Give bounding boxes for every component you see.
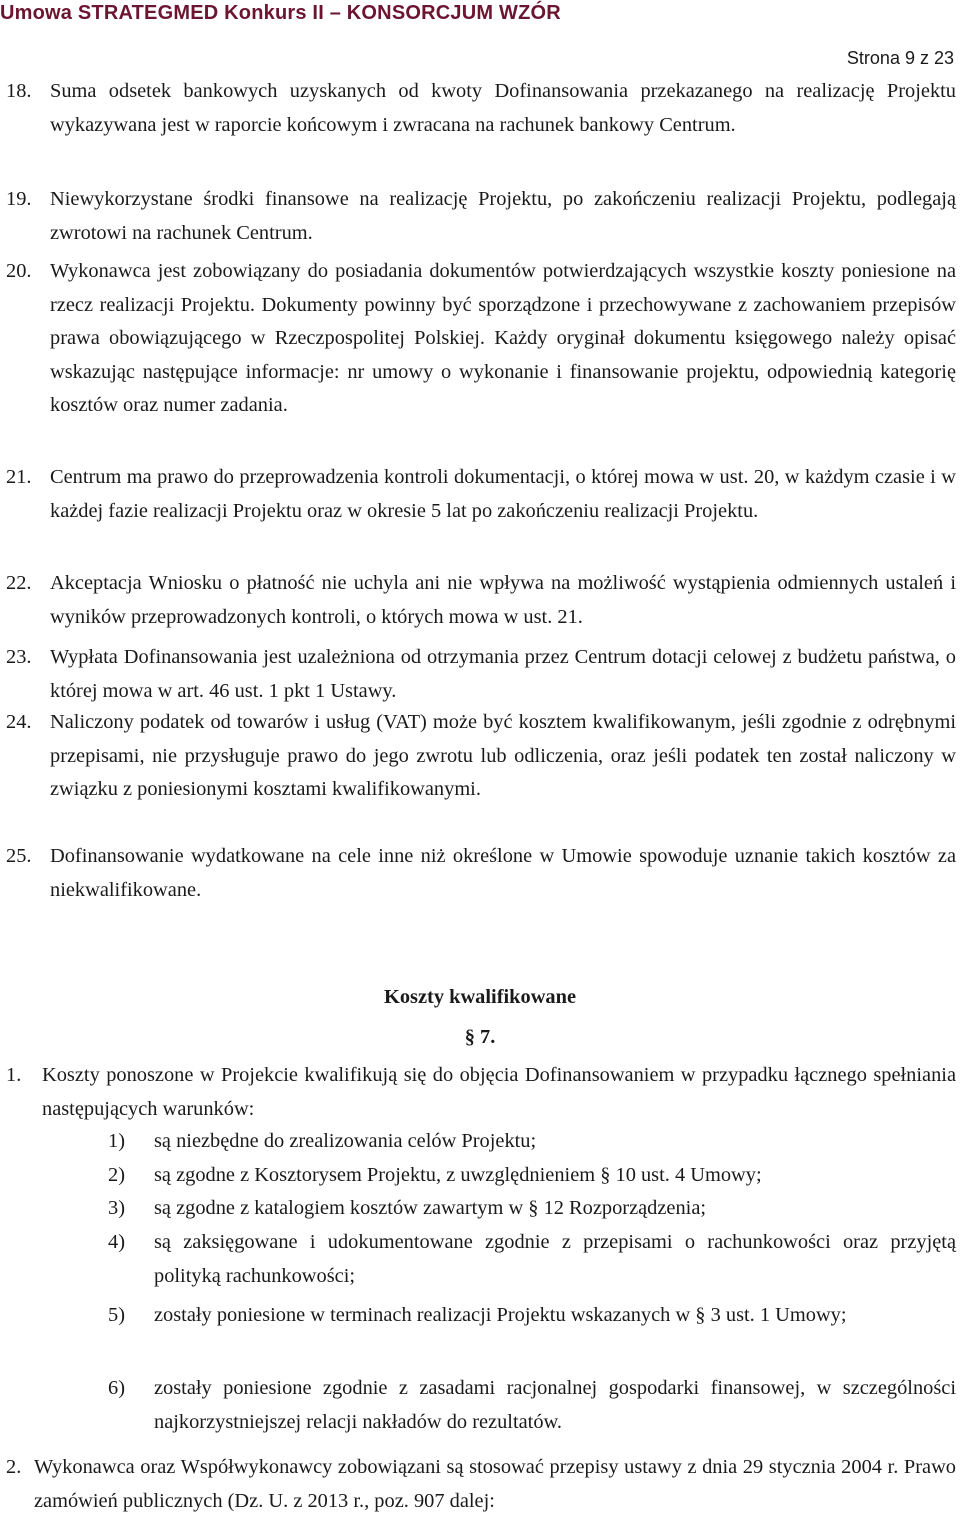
item-number: 18. bbox=[6, 80, 32, 102]
sub-list-item bbox=[108, 1125, 956, 1159]
sub-list-item bbox=[108, 1159, 956, 1193]
list-item bbox=[6, 706, 956, 807]
item-text: Wykonawca jest zobowiązany do posiadania dokumentów potwierdzających wszystkie koszty poniesione na rzecz realizacji Projektu. Dokumenty powinny być sporządzone i przechowywane z zachowaniem przepisów prawa obowiązującego w Rzeczpospolitej Polskiej. Każdy oryginał dokumentu księgowego należy opisać wskazując następujące informacje: nr umowy o wykonanie i finansowanie projektu, odpowiednią kategorię kosztów oraz numer zadania. bbox=[50, 260, 956, 416]
sub-item-number: 5) bbox=[108, 1304, 125, 1326]
page-number: Strona 9 z 23 bbox=[846, 48, 954, 68]
paragraph-number: § 7. bbox=[464, 1026, 496, 1048]
sub-list-item bbox=[108, 1226, 956, 1293]
item-text: Wypłata Dofinansowania jest uzależniona od otrzymania przez Centrum dotacji celowej z budżetu państwa, o której mowa w art. 46 ust. 1 pkt 1 Ustawy. bbox=[50, 646, 956, 702]
sub-item-text: są zgodne z katalogiem kosztów zawartym w § 12 Rozporządzenia; bbox=[154, 1197, 707, 1219]
sub-item-number: 2) bbox=[108, 1164, 125, 1186]
sub-item-number: 4) bbox=[108, 1231, 125, 1253]
item-text: Suma odsetek bankowych uzyskanych od kwoty Dofinansowania przekazanego na realizację Projektu wykazywana jest w raporcie końcowym i zwracana na rachunek bankowy Centrum. bbox=[50, 80, 956, 136]
item-number: 23. bbox=[6, 646, 32, 668]
item-number: 19. bbox=[6, 188, 32, 210]
item-number: 1. bbox=[6, 1064, 22, 1086]
sub-item-number: 1) bbox=[108, 1130, 125, 1152]
sub-item-text: są niezbędne do zrealizowania celów Projektu; bbox=[154, 1130, 537, 1152]
section-point-2 bbox=[6, 1451, 956, 1518]
item-number: 22. bbox=[6, 572, 32, 594]
list-item bbox=[6, 567, 956, 634]
section-point-1 bbox=[6, 1059, 956, 1126]
item-number: 24. bbox=[6, 711, 32, 733]
item-text: Wykonawca oraz Współwykonawcy zobowiązani są stosować przepisy ustawy z dnia 29 stycznia 2004 r. Prawo zamówień publicznych (Dz. U. z 2013 r., poz. 907 dalej: bbox=[34, 1456, 956, 1512]
sub-item-text: są zaksięgowane i udokumentowane zgodnie z przepisami o rachunkowości oraz przyjętą polityką rachunkowości; bbox=[154, 1231, 956, 1287]
item-text: Dofinansowanie wydatkowane na cele inne niż określone w Umowie spowoduje uznanie takich kosztów za niekwalifikowane. bbox=[50, 845, 956, 901]
item-text: Centrum ma prawo do przeprowadzenia kontroli dokumentacji, o której mowa w ust. 20, w każdym czasie i w każdej fazie realizacji Projektu oraz w okresie 5 lat po zakończeniu realizacji Projektu. bbox=[50, 466, 956, 522]
item-text: Niewykorzystane środki finansowe na realizację Projektu, po zakończeniu realizacji Projektu, podlegają zwrotowi na rachunek Centrum. bbox=[50, 188, 956, 244]
sub-list-item bbox=[108, 1192, 956, 1226]
item-number: 20. bbox=[6, 260, 32, 282]
sub-item-number: 3) bbox=[108, 1197, 125, 1219]
list-item bbox=[6, 461, 956, 528]
item-text: Koszty ponoszone w Projekcie kwalifikują się do objęcia Dofinansowaniem w przypadku łącznego spełniania następujących warunków: bbox=[42, 1064, 956, 1120]
document-header-title: Umowa STRATEGMED Konkurs II – KONSORCJUM WZÓR bbox=[0, 2, 561, 24]
sub-item-number: 6) bbox=[108, 1377, 125, 1399]
sub-list-item bbox=[108, 1299, 956, 1333]
sub-item-text: są zgodne z Kosztorysem Projektu, z uwzględnieniem § 10 ust. 4 Umowy; bbox=[154, 1164, 762, 1186]
list-item bbox=[6, 641, 956, 708]
item-number: 25. bbox=[6, 845, 32, 867]
item-text: Akceptacja Wniosku o płatność nie uchyla ani nie wpływa na możliwość wystąpienia odmiennych ustaleń i wyników przeprowadzonych kontroli, o których mowa w ust. 21. bbox=[50, 572, 956, 628]
sub-item-text: zostały poniesione w terminach realizacji Projektu wskazanych w § 3 ust. 1 Umowy; bbox=[154, 1304, 847, 1326]
list-item bbox=[6, 840, 956, 907]
sub-list-item bbox=[108, 1372, 956, 1439]
item-number: 21. bbox=[6, 466, 32, 488]
list-item bbox=[6, 183, 956, 250]
item-number: 2. bbox=[6, 1456, 22, 1478]
section-heading: Koszty kwalifikowane bbox=[383, 986, 577, 1008]
sub-item-text: zostały poniesione zgodnie z zasadami racjonalnej gospodarki finansowej, w szczególności najkorzystniejszej relacji nakładów do rezultatów. bbox=[154, 1377, 956, 1433]
item-text: Naliczony podatek od towarów i usług (VAT) może być kosztem kwalifikowanym, jeśli zgodnie z odrębnymi przepisami, nie przysługuje prawo do jego zwrotu lub odliczenia, oraz jeśli podatek ten został naliczony w związku z poniesionymi kosztami kwalifikowanymi. bbox=[50, 711, 956, 800]
list-item bbox=[6, 255, 956, 423]
list-item bbox=[6, 75, 956, 142]
